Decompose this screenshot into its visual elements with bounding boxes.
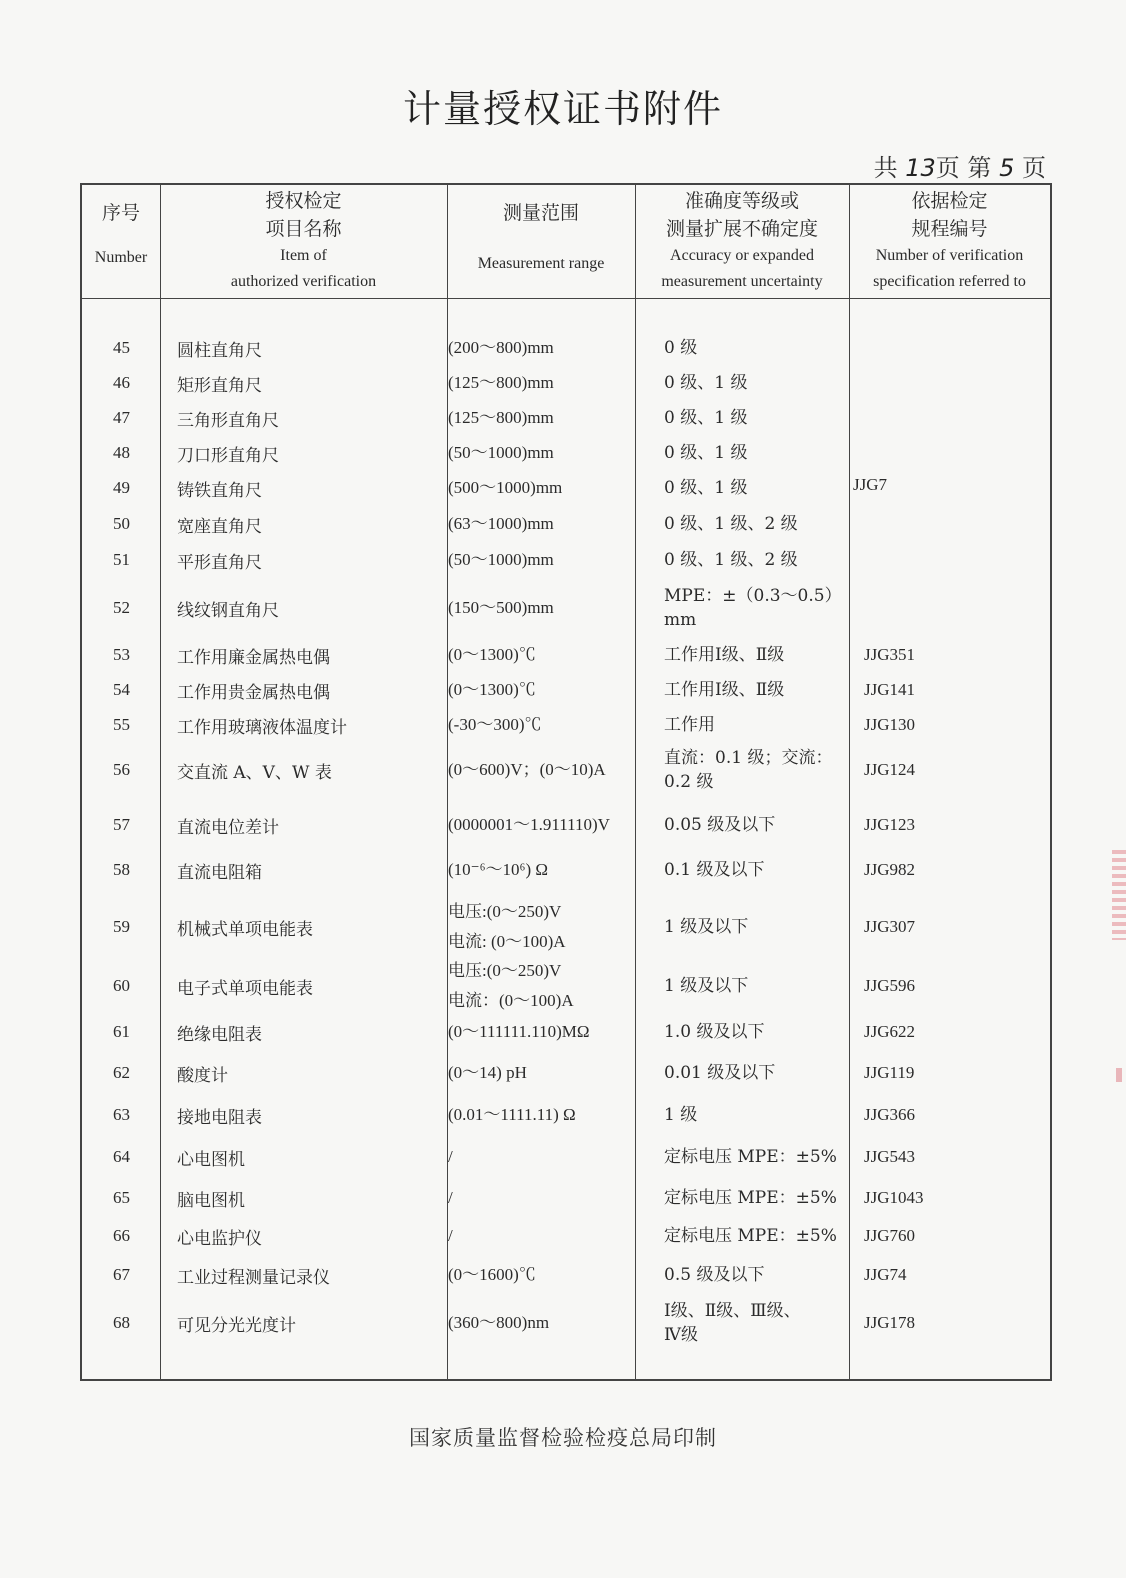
table-row: [82, 710, 1050, 740]
table-row: [82, 333, 1050, 363]
row-number: 56: [113, 760, 130, 779]
row-accuracy: [664, 583, 844, 633]
row-number: 68: [113, 1313, 130, 1332]
row-accuracy-line: 0 级: [664, 338, 698, 358]
header-number-en: Number: [94, 249, 148, 266]
row-number: 54: [113, 680, 130, 699]
row-range-line-2: 电流：(0～100)A: [448, 991, 574, 1010]
row-range: [448, 509, 634, 539]
header-range: [447, 185, 635, 298]
row-number: 65: [113, 1188, 130, 1207]
row-range-line: (150～500)mm: [448, 598, 554, 617]
table-row: [82, 473, 1050, 503]
row-range-line-2: 电流: (0～100)A: [448, 932, 566, 951]
row-range-line: (50～1000)mm: [448, 550, 554, 569]
table-row: [82, 956, 1050, 1016]
table-row: [82, 1142, 1050, 1172]
row-number: 59: [113, 917, 130, 936]
row-range: [448, 710, 634, 740]
table-row: [82, 368, 1050, 398]
row-spec: [864, 583, 1049, 633]
row-accuracy-line-2: mm: [664, 610, 697, 630]
row-spec: JJG124: [864, 760, 916, 779]
row-accuracy-line: 定标电压 MPE：±5%: [664, 1226, 837, 1246]
header-number: [82, 185, 160, 298]
row-range-line: (0000001～1.911110)V: [448, 815, 610, 834]
row-number: 66: [113, 1226, 130, 1245]
row-range: [448, 745, 634, 795]
row-item-name: 圆柱直角尺: [177, 340, 262, 361]
header-item-zh-2: 项目名称: [265, 218, 342, 240]
header-divider: [82, 298, 1050, 299]
row-spec: JJG622: [864, 1022, 916, 1041]
row-accuracy-line: 0 级、1 级: [664, 373, 748, 393]
row-spec: [864, 403, 1049, 433]
row-accuracy: [664, 1260, 844, 1290]
row-number: 67: [113, 1265, 130, 1284]
row-accuracy-line: 0.5 级及以下: [664, 1265, 765, 1285]
row-accuracy-line: 定标电压 MPE：±5%: [664, 1147, 837, 1167]
header-item-en-1: Item of: [280, 247, 327, 264]
row-number: 57: [113, 815, 130, 834]
row-number: 49: [113, 478, 130, 497]
row-number: 52: [113, 598, 130, 617]
row-accuracy: [664, 1058, 844, 1088]
row-item-name: 三角形直角尺: [177, 410, 279, 431]
table-row: [82, 855, 1050, 885]
row-accuracy-line: 0 级、1 级: [664, 443, 748, 463]
row-range: [448, 956, 634, 1016]
row-item-name: 交直流 A、V、W 表: [177, 762, 332, 783]
row-accuracy: [664, 1142, 844, 1172]
header-item-zh-1: 授权检定: [265, 190, 342, 212]
table-row: [82, 675, 1050, 705]
red-stamp-fragment: [1112, 850, 1126, 940]
row-range: [448, 1183, 634, 1213]
row-number: 51: [113, 550, 130, 569]
row-item-name: 脑电图机: [177, 1190, 245, 1211]
row-item-name: 机械式单项电能表: [177, 919, 313, 940]
page-current: 5: [999, 154, 1015, 182]
row-range: [448, 810, 634, 840]
row-range: [448, 1058, 634, 1088]
row-accuracy-line: 0 级、1 级: [664, 478, 748, 498]
document-title: 计量授权证书附件: [402, 87, 723, 131]
table-row: [82, 1100, 1050, 1130]
row-item-name: 线纹钢直角尺: [177, 600, 279, 621]
row-item-name: 矩形直角尺: [177, 375, 262, 396]
page-mid: 页 第: [935, 154, 992, 182]
row-range: [448, 1017, 634, 1047]
row-range: [448, 640, 634, 670]
row-accuracy-line: 0 级、1 级: [664, 408, 748, 428]
row-spec: [864, 333, 1049, 363]
row-number: 61: [113, 1022, 130, 1041]
row-accuracy: [664, 745, 844, 795]
page-indicator: [874, 148, 1046, 183]
row-range-line: (0～1600)℃: [448, 1265, 536, 1284]
row-item-name: 电子式单项电能表: [177, 978, 313, 999]
row-number: 53: [113, 645, 130, 664]
table-row: [82, 1017, 1050, 1047]
table-row: [82, 1298, 1050, 1348]
row-spec: JJG123: [864, 815, 916, 834]
row-range-line: (10⁻⁶～10⁶) Ω: [448, 860, 549, 879]
row-range: [448, 1142, 634, 1172]
row-accuracy-line: 0.01 级及以下: [664, 1063, 776, 1083]
header-accuracy-en-2: measurement uncertainty: [661, 273, 823, 290]
row-accuracy-line: 1 级及以下: [664, 917, 749, 937]
table-row: [82, 1183, 1050, 1213]
row-range-line: (50～1000)mm: [448, 443, 554, 462]
header-range-zh: 测量范围: [502, 202, 579, 224]
row-accuracy: [664, 897, 844, 957]
row-accuracy-line: 1.0 级及以下: [664, 1022, 765, 1042]
table-row: [82, 438, 1050, 468]
row-accuracy-line: 1 级及以下: [664, 976, 749, 996]
row-accuracy-line: 直流：0.1 级；交流：: [664, 748, 833, 768]
row-spec: JJG307: [864, 917, 916, 936]
row-spec: JJG543: [864, 1147, 916, 1166]
row-accuracy: [664, 1221, 844, 1251]
row-accuracy-line: 工作用Ⅰ级、Ⅱ级: [664, 680, 785, 700]
row-accuracy-line: 0.05 级及以下: [664, 815, 776, 835]
row-range-line: (-30～300)℃: [448, 715, 542, 734]
table-row: [82, 509, 1050, 539]
row-range-line: (0～1300)℃: [448, 645, 536, 664]
table-row: [82, 640, 1050, 670]
header-item: [160, 185, 447, 298]
row-item-name: 宽座直角尺: [177, 516, 262, 537]
row-item-name: 工作用贵金属热电偶: [177, 682, 330, 703]
row-range: [448, 855, 634, 885]
row-item-name: 平形直角尺: [177, 552, 262, 573]
row-item-name: 刀口形直角尺: [177, 445, 279, 466]
row-accuracy: [664, 1298, 844, 1348]
row-number: 45: [113, 338, 130, 357]
row-accuracy-line: 0 级、1 级、2 级: [664, 514, 798, 534]
row-accuracy: [664, 1183, 844, 1213]
row-range-line: (360～800)nm: [448, 1313, 550, 1332]
row-number: 55: [113, 715, 130, 734]
row-accuracy: [664, 810, 844, 840]
row-accuracy-line: 定标电压 MPE：±5%: [664, 1188, 837, 1208]
row-spec: JJG351: [864, 645, 916, 664]
row-spec: [864, 438, 1049, 468]
table-row: [82, 1058, 1050, 1088]
row-accuracy-line: 1 级: [664, 1105, 698, 1125]
row-spec: JJG366: [864, 1105, 916, 1124]
header-spec-en-2: specification referred to: [873, 273, 1026, 290]
row-number: 58: [113, 860, 130, 879]
row-spec: JJG141: [864, 680, 916, 699]
row-accuracy: [664, 438, 844, 468]
row-range-line: (0～14) pH: [448, 1063, 527, 1082]
row-range: [448, 473, 634, 503]
row-accuracy: [664, 333, 844, 363]
row-item-name: 绝缘电阻表: [177, 1024, 262, 1045]
table-row: [82, 897, 1050, 957]
header-number-zh: 序号: [101, 202, 140, 224]
row-range: [448, 438, 634, 468]
row-item-name: 工作用玻璃液体温度计: [177, 717, 347, 738]
row-item-name: 工业过程测量记录仪: [177, 1267, 330, 1288]
row-number: 48: [113, 443, 130, 462]
row-accuracy-line: Ⅰ级、Ⅱ级、Ⅲ级、: [664, 1301, 801, 1321]
row-range-line: (125～800)mm: [448, 373, 554, 392]
table-row: [82, 1260, 1050, 1290]
table-row: [82, 583, 1050, 633]
table-row: [82, 545, 1050, 575]
row-number: 47: [113, 408, 130, 427]
table-row: [82, 810, 1050, 840]
row-item-name: 可见分光光度计: [177, 1315, 296, 1336]
row-spec: JJG1043: [864, 1188, 924, 1207]
row-item-name: 酸度计: [177, 1065, 228, 1086]
row-number: 46: [113, 373, 130, 392]
row-item-name: 心电监护仪: [177, 1228, 262, 1249]
row-accuracy-line: 0 级、1 级、2 级: [664, 550, 798, 570]
row-number: 64: [113, 1147, 130, 1166]
row-accuracy: [664, 710, 844, 740]
row-range-line: /: [448, 1188, 453, 1207]
row-spec: JJG74: [864, 1265, 907, 1284]
row-accuracy: [664, 1100, 844, 1130]
row-range: [448, 583, 634, 633]
header-spec-zh-1: 依据检定: [911, 190, 988, 212]
row-accuracy: [664, 956, 844, 1016]
row-range: [448, 545, 634, 575]
header-spec-en-1: Number of verification: [875, 247, 1024, 264]
row-range: [448, 675, 634, 705]
row-accuracy-line-2: 0.2 级: [664, 772, 714, 792]
header-accuracy-zh-2: 测量扩展不确定度: [665, 218, 818, 240]
row-accuracy: [664, 403, 844, 433]
row-accuracy: [664, 1017, 844, 1047]
row-item-name: 直流电阻箱: [177, 862, 262, 883]
row-spec: JJG130: [864, 715, 916, 734]
row-accuracy: [664, 675, 844, 705]
row-accuracy-line: MPE：±（0.3～0.5）: [664, 586, 842, 606]
row-range-line: /: [448, 1147, 453, 1166]
row-range-line: 电压:(0～250)V: [448, 961, 562, 980]
row-number: 62: [113, 1063, 130, 1082]
row-number: 60: [113, 976, 130, 995]
row-spec: JJG178: [864, 1313, 916, 1332]
row-accuracy-line: 工作用: [664, 715, 715, 735]
table-row: [82, 745, 1050, 795]
footer-publisher: 国家质量监督检验检疫总局印制: [409, 1426, 717, 1450]
table-row: [82, 403, 1050, 433]
row-spec: [864, 509, 1049, 539]
row-accuracy: [664, 368, 844, 398]
row-range: [448, 1100, 634, 1130]
row-accuracy: [664, 640, 844, 670]
row-accuracy-line: 工作用Ⅰ级、Ⅱ级: [664, 645, 785, 665]
merged-spec-cell: JJG7: [853, 475, 888, 494]
row-range-line: (0～600)V；(0～10)A: [448, 760, 606, 779]
row-spec: JJG119: [864, 1063, 915, 1082]
header-spec-zh-2: 规程编号: [911, 218, 988, 240]
row-spec: JJG596: [864, 976, 916, 995]
header-accuracy: [635, 185, 849, 298]
row-range-line: (200～800)mm: [448, 338, 554, 357]
row-range-line: /: [448, 1226, 453, 1245]
row-accuracy-line: 0.1 级及以下: [664, 860, 765, 880]
row-item-name: 直流电位差计: [177, 817, 279, 838]
row-accuracy-line-2: Ⅳ级: [664, 1325, 698, 1345]
header-item-en-2: authorized verification: [230, 273, 377, 290]
header-spec: [849, 185, 1050, 298]
row-number: 63: [113, 1105, 130, 1124]
row-item-name: 工作用廉金属热电偶: [177, 647, 330, 668]
row-range-line: (63～1000)mm: [448, 514, 554, 533]
row-range: [448, 1298, 634, 1348]
row-range-line: 电压:(0～250)V: [448, 902, 562, 921]
row-range-line: (0～111111.110)MΩ: [448, 1022, 590, 1041]
row-item-name: 心电图机: [177, 1149, 245, 1170]
authorization-table: [80, 183, 1052, 1381]
row-spec: [864, 473, 1049, 503]
row-spec: [864, 368, 1049, 398]
header-accuracy-zh-1: 准确度等级或: [684, 190, 799, 212]
row-number: 50: [113, 514, 130, 533]
row-range-line: (500～1000)mm: [448, 478, 563, 497]
row-range: [448, 403, 634, 433]
row-spec: JJG982: [864, 860, 916, 879]
row-spec: [864, 545, 1049, 575]
row-item-name: 铸铁直角尺: [177, 480, 262, 501]
row-range: [448, 897, 634, 957]
row-range: [448, 368, 634, 398]
row-range: [448, 1221, 634, 1251]
table-row: [82, 1221, 1050, 1251]
red-stamp-fragment: [1116, 1068, 1122, 1082]
row-range-line: (0～1300)℃: [448, 680, 536, 699]
row-accuracy: [664, 855, 844, 885]
row-range: [448, 1260, 634, 1290]
row-range-line: (125～800)mm: [448, 408, 554, 427]
row-accuracy: [664, 545, 844, 575]
row-accuracy: [664, 473, 844, 503]
header-accuracy-en-1: Accuracy or expanded: [670, 247, 814, 264]
page-total: 13: [905, 154, 936, 182]
row-accuracy: [664, 509, 844, 539]
row-item-name: 接地电阻表: [177, 1107, 262, 1128]
row-range: [448, 333, 634, 363]
row-range-line: (0.01～1111.11) Ω: [448, 1105, 576, 1124]
page-suffix: 页: [1022, 154, 1046, 182]
page-prefix: 共: [873, 154, 898, 182]
row-spec: JJG760: [864, 1226, 916, 1245]
header-range-en: Measurement range: [477, 255, 605, 272]
